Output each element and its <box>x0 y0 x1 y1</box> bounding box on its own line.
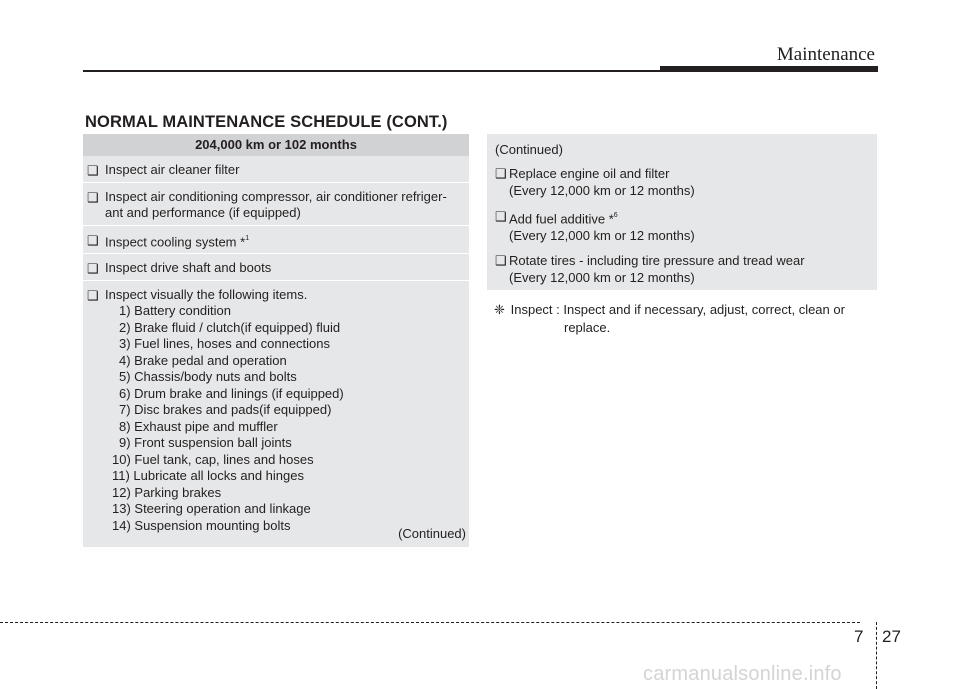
schedule-table-right <box>487 134 877 290</box>
footnote-ref: 6 <box>613 212 618 219</box>
schedule-item-text: Inspect air conditioning compressor, air conditioner refriger- <box>105 188 447 204</box>
schedule-item-text: Inspect visually the following items. <box>105 286 308 302</box>
schedule-item <box>83 182 469 222</box>
schedule-item-interval: (Every 12,000 km or 12 months) <box>509 227 695 243</box>
schedule-item <box>495 209 879 244</box>
inspection-subitem: 12) Parking brakes <box>112 484 222 500</box>
schedule-item-text: Inspect drive shaft and boots <box>105 260 272 276</box>
inspection-subitem: 13) Steering operation and linkage <box>112 501 311 517</box>
header-rule <box>83 70 660 72</box>
schedule-item-text: Rotate tires - including tire pressure and tread wear <box>509 253 805 268</box>
inspection-subitem: 8) Exhaust pipe and muffler <box>119 418 278 434</box>
schedule-item-text: Replace engine oil and filter <box>509 166 670 181</box>
checkbox-icon: ❑ <box>87 189 99 205</box>
section-title: NORMAL MAINTENANCE SCHEDULE (CONT.) <box>85 113 448 131</box>
inspection-subitem: 14) Suspension mounting bolts <box>112 517 291 533</box>
header-rule-thick <box>660 66 878 72</box>
inspection-subitem: 3) Fuel lines, hoses and connections <box>119 336 331 352</box>
checkbox-icon: ❑ <box>495 209 507 224</box>
watermark: carmanualsonline.info <box>643 663 842 685</box>
schedule-item <box>83 156 469 179</box>
continued-label: (Continued) <box>398 526 466 541</box>
schedule-item <box>495 253 879 286</box>
checkbox-icon: ❑ <box>87 163 99 178</box>
schedule-item-text: Add fuel additive * <box>509 211 614 227</box>
checkbox-icon: ❑ <box>87 232 99 248</box>
page-number: 27 <box>882 627 901 646</box>
schedule-item-text: Inspect cooling system * <box>105 233 246 249</box>
footnote-ref: 1 <box>245 234 250 242</box>
footer-rule <box>0 622 860 623</box>
inspection-subitem: 7) Disc brakes and pads(if equipped) <box>119 402 332 418</box>
inspection-subitem: 2) Brake fluid / clutch(if equipped) fluid <box>119 319 341 335</box>
header-title: Maintenance <box>776 44 875 65</box>
schedule-interval-heading: 204,000 km or 102 months <box>83 134 469 156</box>
inspection-subitem: 6) Drum brake and linings (if equipped) <box>119 385 344 401</box>
checkbox-icon: ❑ <box>87 287 99 303</box>
inspection-subitem: 10) Fuel tank, cap, lines and hoses <box>112 451 314 467</box>
checkbox-icon: ❑ <box>495 166 507 181</box>
schedule-item-text: Inspect air cleaner filter <box>105 162 240 177</box>
schedule-item-interval: (Every 12,000 km or 12 months) <box>509 182 695 198</box>
schedule-item <box>495 166 879 199</box>
note-text-cont: replace. <box>564 320 611 335</box>
checkbox-icon: ❑ <box>495 253 507 268</box>
chapter-number: 7 <box>854 627 864 646</box>
inspection-subitem: 5) Chassis/body nuts and bolts <box>119 369 297 385</box>
footer-separator <box>876 622 877 689</box>
inspect-note <box>494 301 874 337</box>
inspection-sublist <box>105 303 465 534</box>
inspection-subitem: 9) Front suspension ball joints <box>119 435 292 451</box>
inspection-subitem: 4) Brake pedal and operation <box>119 352 287 368</box>
schedule-item <box>83 280 469 535</box>
inspection-subitem: 11) Lubricate all locks and hinges <box>112 468 304 484</box>
schedule-item-text-cont: ant and performance (if equipped) <box>105 205 301 220</box>
note-symbol-icon: ❈ <box>494 302 505 317</box>
schedule-item <box>83 253 469 277</box>
inspection-subitem: 1) Battery condition <box>119 303 232 319</box>
checkbox-icon: ❑ <box>87 261 99 277</box>
schedule-item-interval: (Every 12,000 km or 12 months) <box>509 269 695 285</box>
note-text: Inspect : Inspect and if necessary, adjust, correct, clean or <box>510 302 845 317</box>
schedule-item <box>83 225 469 251</box>
schedule-table-left <box>83 134 469 547</box>
continued-label: (Continued) <box>495 142 563 157</box>
schedule-item-list <box>83 156 469 534</box>
